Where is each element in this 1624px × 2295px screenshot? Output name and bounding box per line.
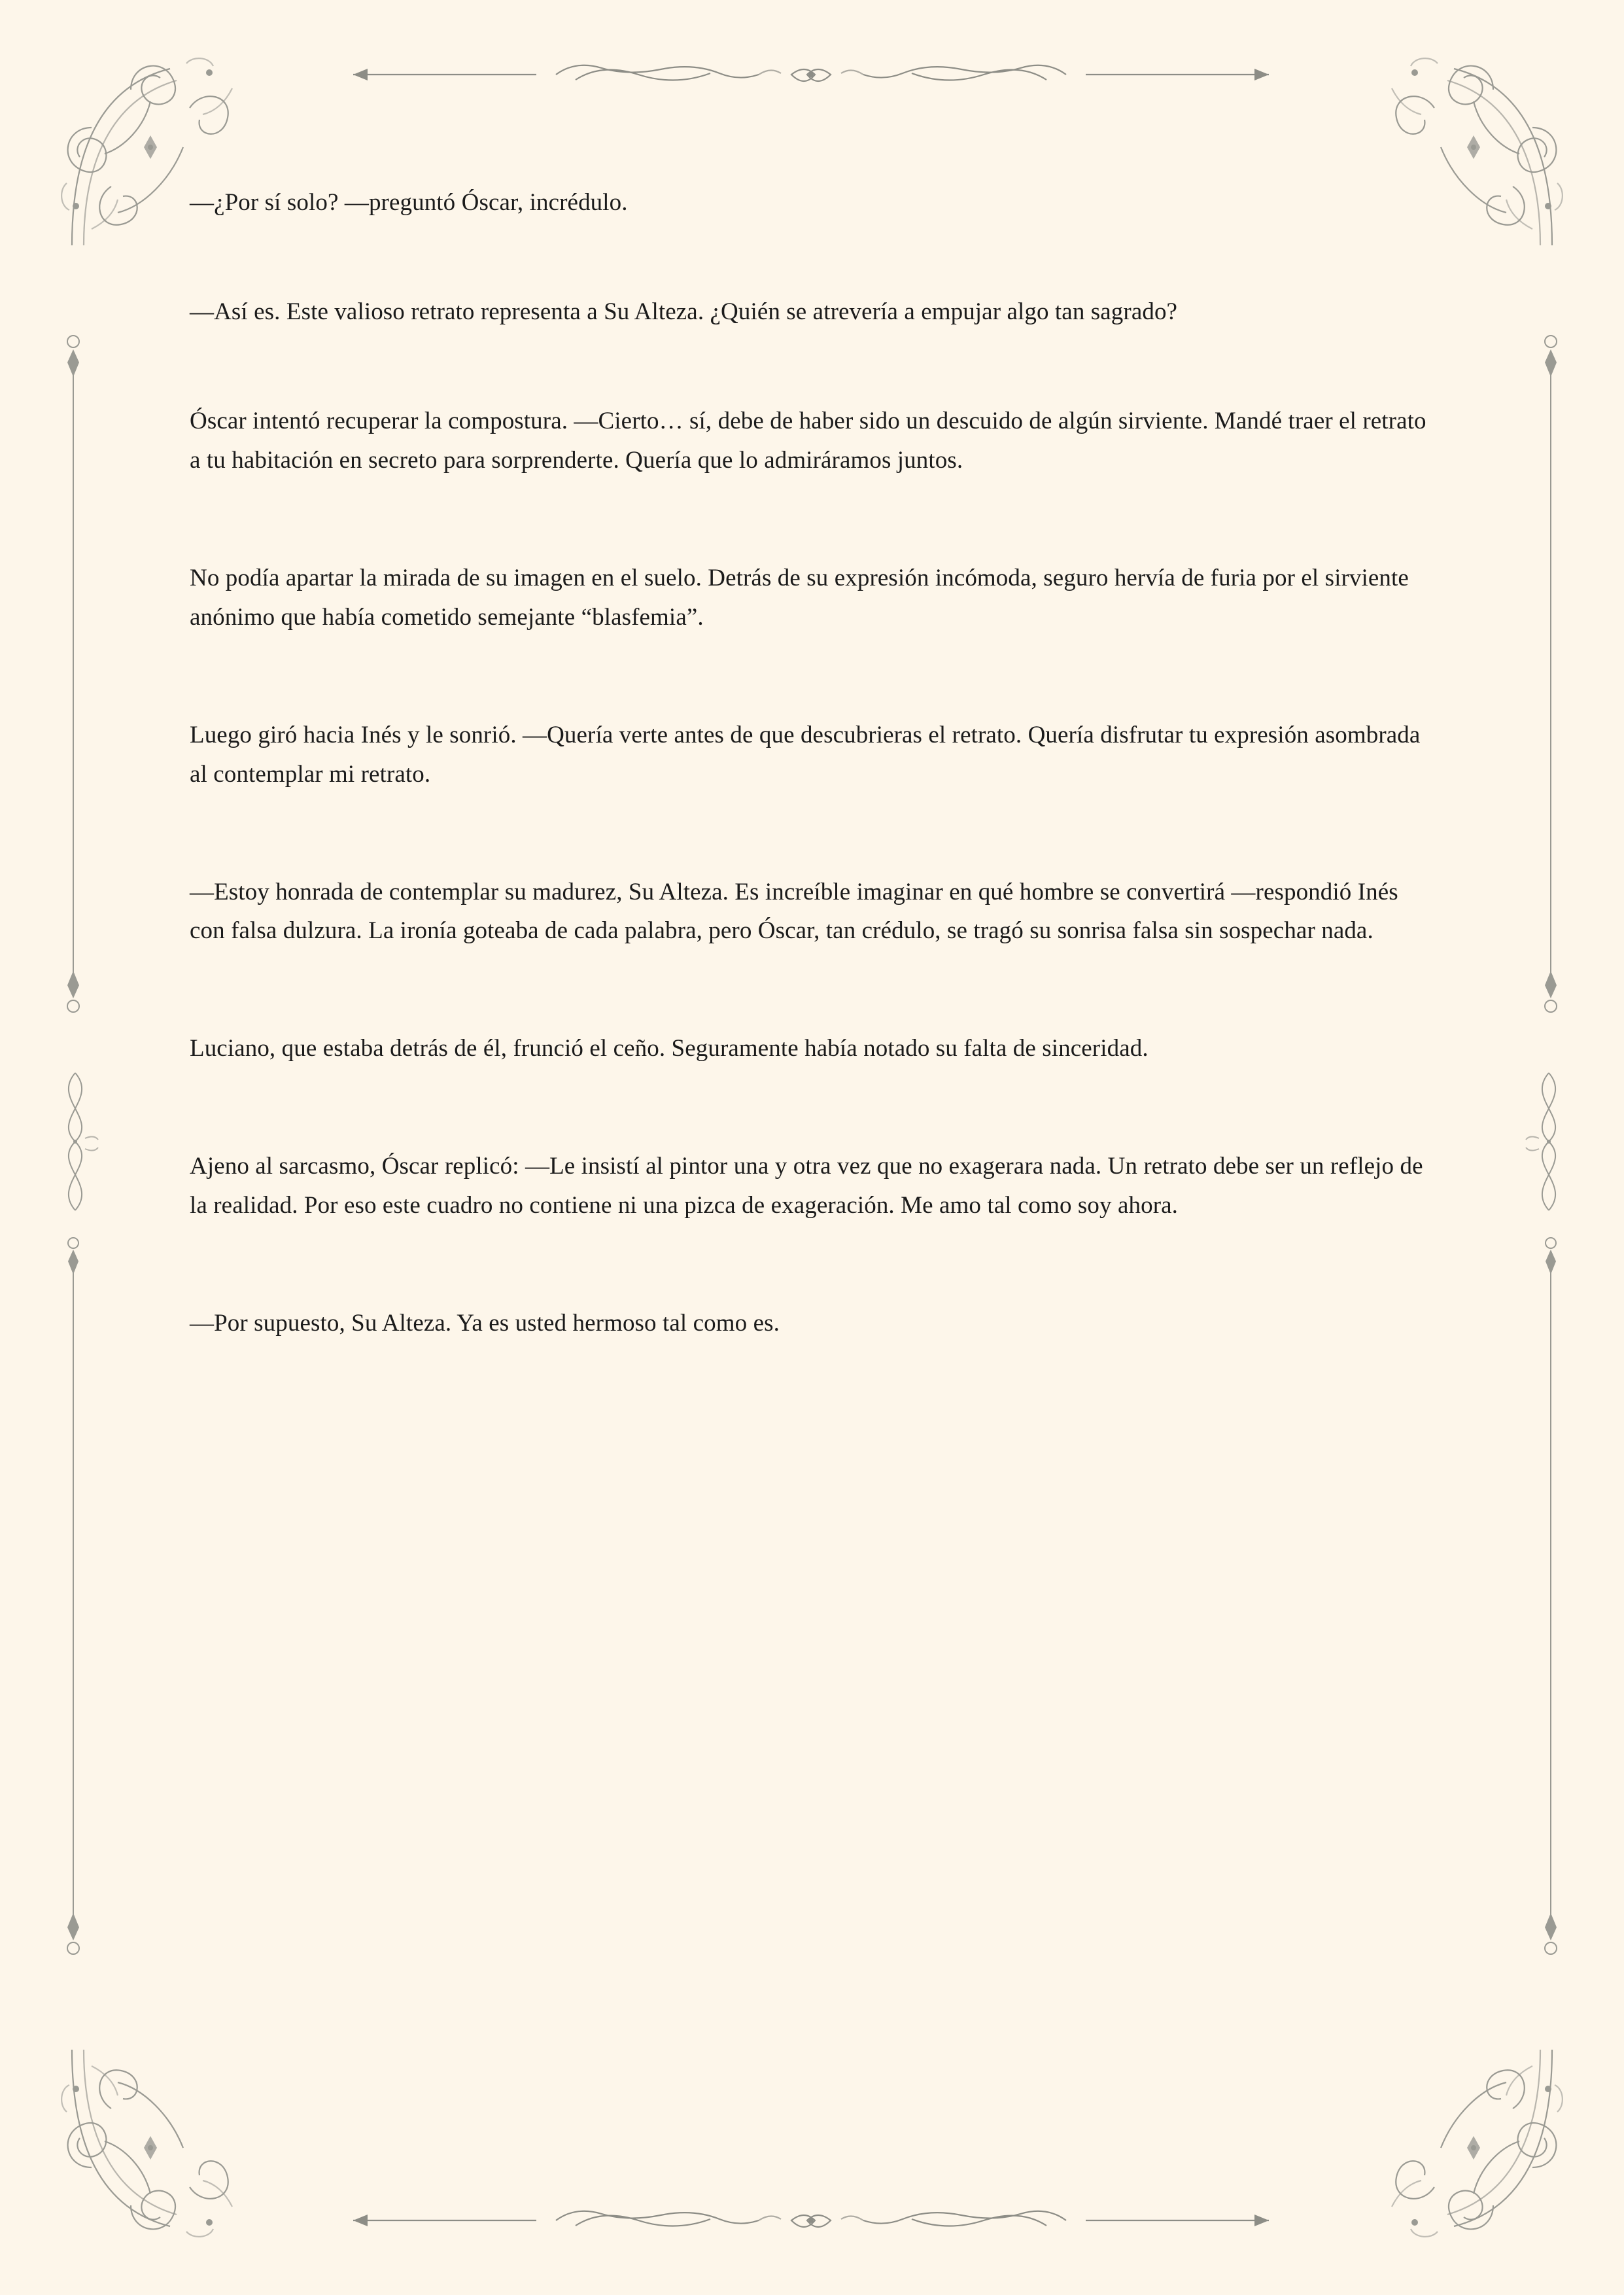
infinity-knot-flourish-icon (46, 1060, 105, 1223)
paragraph: —Estoy honrada de contemplar su madurez, Su Alteza. Es increíble imaginar en qué hombre se convertirá —respondió Inés con falsa dulzura. La ironía goteaba de cada palabra, pero Óscar, tan crédulo, se tragó su sonrisa falsa sin sospechar nada. (190, 878, 1398, 945)
infinity-knot-flourish-icon (1519, 1060, 1578, 1223)
vertical-pin-divider-icon (60, 1230, 86, 1963)
vertical-pin-divider-icon (1538, 327, 1564, 1021)
floral-corner-flourish-icon (52, 2037, 249, 2246)
paragraph: No podía apartar la mirada de su imagen en el suelo. Detrás de su expresión incómoda, seguro hervía de furia por el sirviente anónimo que había cometido semejante “blasfemia”. (190, 564, 1409, 631)
paragraph: —Por supuesto, Su Alteza. Ya es usted hermoso tal como es. (190, 1310, 780, 1337)
paragraph: —¿Por sí solo? —preguntó Óscar, incrédulo. (190, 189, 628, 216)
vertical-pin-divider-icon (60, 327, 86, 1021)
paragraph: Luego giró hacia Inés y le sonrió. —Quería verte antes de que descubrieras el retrato. Quería disfrutar tu expresión asombrada al contemplar mi retrato. (190, 721, 1421, 788)
paragraph: Óscar intentó recuperar la compostura. —Cierto… sí, debe de haber sido un descuido de algún sirviente. Mandé traer el retrato a tu habitación en secreto para sorprenderte. Quería que lo admiráramos juntos. (190, 407, 1426, 474)
paragraph: Luciano, que estaba detrás de él, frunció el ceño. Seguramente había notado su falta de sinceridad. (190, 1035, 1149, 1062)
story-text-body (190, 183, 1432, 1343)
paragraph: Ajeno al sarcasmo, Óscar replicó: —Le insistí al pintor una y otra vez que no exagerara nada. Un retrato debe ser un reflejo de la realidad. Por eso este cuadro no contiene ni una pizca de exageración. Me amo tal como soy ahora. (190, 1153, 1423, 1219)
floral-corner-flourish-icon (1375, 2037, 1572, 2246)
vertical-pin-divider-icon (1538, 1230, 1564, 1963)
horizontal-scroll-divider-icon (340, 2201, 1282, 2240)
horizontal-scroll-divider-icon (340, 55, 1282, 94)
paragraph: —Así es. Este valioso retrato representa a Su Alteza. ¿Quién se atrevería a empujar algo tan sagrado? (190, 298, 1178, 325)
